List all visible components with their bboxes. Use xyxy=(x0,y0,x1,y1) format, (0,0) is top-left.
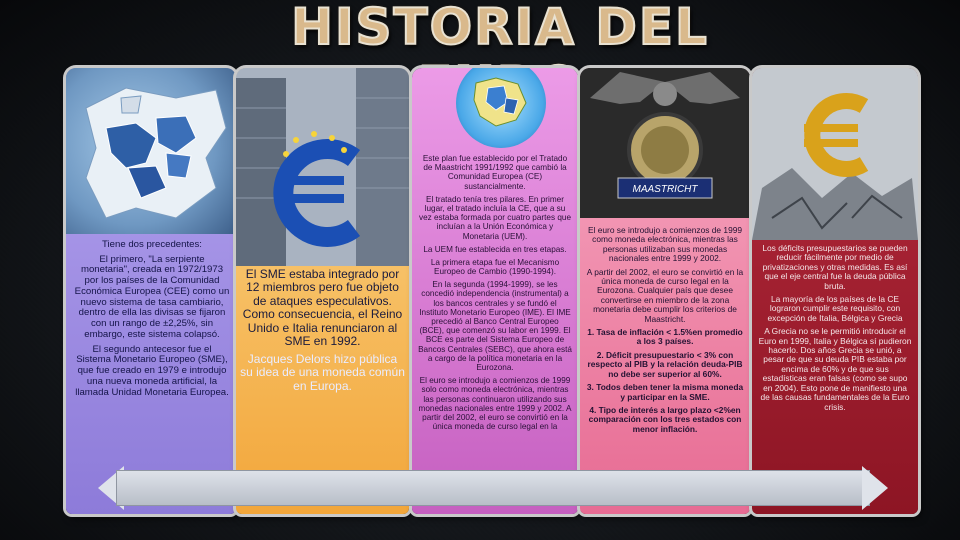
cracked-euro-icon xyxy=(752,68,918,240)
paragraph: El euro se introdujo a comienzos de 1999 solo como moneda electrónica, mientras las personas continuaron utilizando sus monedas nacionales entre 1999 y 2002. A partir del 2002, el euro se convirtió en la única moneda de curso legal en la xyxy=(418,376,572,432)
criterion-item: 2. Déficit presupuestario < 3% con respecto al PIB y la relación deuda-PIB no debe ser superior al 60%. xyxy=(587,349,743,379)
card-sme xyxy=(236,68,409,514)
card-text xyxy=(240,268,405,397)
paragraph: La primera etapa fue el Mecanismo Europeo de Cambio (1990-1994). xyxy=(430,257,560,277)
paragraph: El SME estaba integrado por 12 miembros pero fue objeto de ataques especulativos. Como consecuencia, el Reino Unido e Italia renunciaron al SME en 1992. xyxy=(242,267,403,349)
paragraph: Este plan fue establecido por el Tratado de Maastricht 1991/1992 que cambió la Comunidad Europea (CE) sustancialmente. xyxy=(422,154,568,191)
criterion-item: 3. Todos deben tener la misma moneda y participar en la SME. xyxy=(586,382,744,402)
eu-globe-icon xyxy=(456,68,546,148)
paragraph: El segundo antecesor fue el Sistema Monetario Europeo (SME), que fue creado en 1979 e introdujo una nueva moneda artificial, la llamada Unidad Monetaria Europea. xyxy=(75,343,229,398)
scroll-right-arrow-icon[interactable] xyxy=(862,466,888,510)
paragraph: El euro se introdujo a comienzos de 1999 como moneda electrónica, mientras las personas utilizaban sus monedas nacionales entre 1999 y 2002. xyxy=(587,225,743,264)
card-text xyxy=(758,244,912,416)
paragraph: El primero, "La serpiente monetaria", creada en 1972/1973 por los países de la Comunidad Económica Europea (CEE) como un nuevo sistema de tasa cambiario, dentro de ella las divisas se fijaron con un rango de ±2,25%, sin embargo, este sistema colapsó. xyxy=(74,253,230,340)
europe-map-icon xyxy=(66,68,236,234)
card-precedentes xyxy=(66,68,236,514)
paragraph: Los déficits presupuestarios se pueden reducir fácilmente por medio de privatizaciones y otras medidas. Es así que el eje central fue la deuda pública bruta. xyxy=(762,243,908,291)
criterion-item: 4. Tipo de interés a largo plazo <2%en comparación con los tres estados con menor inflación. xyxy=(588,404,742,434)
card-text xyxy=(418,154,572,435)
card-criterios xyxy=(580,68,750,514)
paragraph-highlight: Jacques Delors hizo pública su idea de una moneda común en Europa. xyxy=(240,351,405,393)
paragraph: El tratado tenía tres pilares. En primer lugar, el tratado incluía la CE, que a su vez estaba formada por cuatro partes que incluían a la Unión Económica y Monetaria (UEM). xyxy=(418,194,571,241)
paragraph: A partir del 2002, el euro se convirtió en la única moneda de curso legal en la Eurozona. Cualquier país que desee convertirse en miembro de la zona monetaria debe cumplir los criterios de Maastricht. xyxy=(586,266,744,324)
paragraph: La UEM fue establecida en tres etapas. xyxy=(423,244,567,254)
card-text xyxy=(586,226,744,438)
card-text xyxy=(74,240,230,402)
paragraph: En la segunda (1994-1999), se les concedió independencia (instrumental) a los bancos centrales y se fundó el Instituto Monetario Europeo (IME). El IME precedió al Banco Central Europeo (BCE), que comenzó su labor en 1999. El BCE es parte del Sistema Europeo de Bancos Centrales (SEBC), que ahora está a cargo de la política monetaria en la Eurozona. xyxy=(418,280,572,372)
paragraph: La mayoría de los países de la CE lograron cumplir este requisito, con excepción de Italia, Bélgica y Grecia xyxy=(767,294,903,323)
paragraph: A Grecia no se le permitió introducir el Euro en 1999, Italia y Bélgica sí pudieron hacerlo. Dos años Grecia se unió, a pesar de que su deuda PIB estaba por encima de 60% y de que sus estadísticas eran falsas (como se supo en 2004). Esto pone de manifiesto una de las causas fundamentales de la Euro crisis. xyxy=(758,326,912,412)
svg-text:MAASTRICHT: MAASTRICHT xyxy=(632,184,698,195)
page-title: HISTORIA DEL xyxy=(291,0,709,56)
card-maastricht xyxy=(412,68,578,514)
scroll-track[interactable] xyxy=(116,470,870,506)
criterion-item: 1. Tasa de inflación < 1.5%en promedio a los 3 países. xyxy=(587,327,743,347)
horizontal-scroll-arrow[interactable] xyxy=(98,466,888,510)
maastricht-eagle-seal-icon xyxy=(580,68,750,218)
euro-sign-sculpture-icon xyxy=(236,68,409,266)
paragraph: Tiene dos precedentes: xyxy=(102,239,202,250)
card-crisis xyxy=(752,68,918,514)
